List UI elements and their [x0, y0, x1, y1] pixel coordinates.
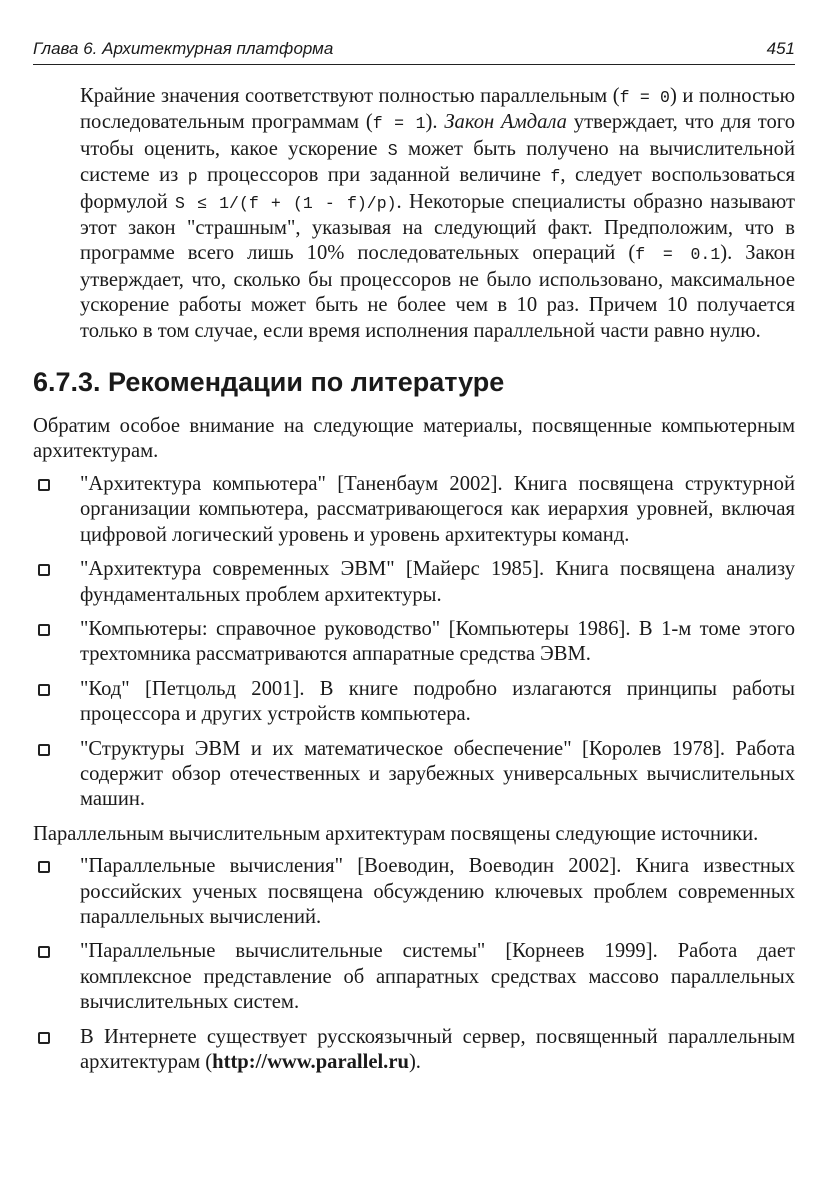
list-item-text: "Код" [Петцольд 2001]. В книге подробно излагаются принципы работы процессора и других устройств компьютера.	[80, 677, 795, 726]
checkbox-bullet-icon	[38, 946, 50, 958]
lead-paragraph-architectures: Обратим особое внимание на следующие материалы, посвященные компьютерным архитектурам.	[33, 415, 795, 463]
checkbox-bullet-icon	[38, 1032, 50, 1044]
section-heading: 6.7.3. Рекомендации по литературе	[33, 367, 505, 398]
code-run: f = 0	[619, 88, 670, 107]
list-item-text	[80, 1025, 795, 1076]
text-run: ).	[408, 1051, 421, 1073]
list-item	[33, 939, 795, 1015]
amdahl-paragraph	[33, 84, 795, 344]
code-run: f = 0.1	[635, 245, 721, 265]
list-item	[33, 472, 795, 548]
lead-paragraph-parallel: Параллельным вычислительным архитектурам посвящены следующие источники.	[33, 822, 759, 845]
text-run: В Интернете существует русскоязычный сервер, посвященный параллельным архитектурам (	[80, 1025, 795, 1073]
code-run: S	[387, 140, 398, 160]
list-item	[33, 557, 795, 608]
text-run: ). Закон утверждает, что, сколько бы процессоров не было использовано, максимальное ускорение работы может быть не более чем в 10 раз. Причем 10 получается только в том случае, если время исполнения параллельной части равно нулю.	[80, 242, 795, 342]
list-item-text: "Архитектура современных ЭВМ" [Майерс 1985]. Книга посвящена анализу фундаментальных проблем архитектуры.	[80, 558, 795, 606]
amdahl-law-term: Закон Амдала	[444, 111, 567, 134]
reference-list-architectures	[33, 472, 795, 813]
text-run: процессоров при заданной величине	[197, 164, 551, 187]
amdahl-formula: S ≤ 1/(f + (1 - f)/p)	[175, 193, 397, 213]
list-item	[33, 1025, 795, 1076]
list-item-text: "Параллельные вычисления" [Воеводин, Воеводин 2002]. Книга известных российских ученых посвящена обсуждению ключевых проблем современных параллельных вычислений.	[80, 855, 795, 928]
list-item-text: "Компьютеры: справочное руководство" [Компьютеры 1986]. В 1-м томе этого трехтомника рассматриваются аппаратные средства ЭВМ.	[80, 617, 795, 666]
code-run: f = 1	[372, 114, 426, 134]
list-item	[33, 854, 795, 930]
text-run: , следует воспользоваться формулой	[80, 164, 795, 213]
code-run: f	[550, 167, 561, 187]
checkbox-bullet-icon	[38, 624, 50, 636]
list-item-text: "Параллельные вычислительные системы" [Корнеев 1999]. Работа дает комплексное представление об аппаратных средствах массово параллельных вычислительных систем.	[80, 940, 795, 1014]
checkbox-bullet-icon	[38, 744, 50, 756]
list-item	[33, 617, 795, 668]
text-run: ) и полностью последовательным программам (	[80, 85, 796, 134]
checkbox-bullet-icon	[38, 861, 50, 873]
list-item	[33, 737, 795, 813]
code-run: p	[187, 167, 198, 187]
list-item	[33, 677, 795, 728]
checkbox-bullet-icon	[38, 564, 50, 576]
page-number: 451	[766, 39, 795, 58]
list-item-text: "Архитектура компьютера" [Таненбаум 2002]. Книга посвящена структурной организации компьютера, рассматривающегося как иерархия уровней, включая цифровой логический уровень и уровень архитектуры команд.	[80, 472, 795, 546]
reference-list-parallel	[33, 854, 795, 1075]
running-header	[33, 38, 795, 65]
page-body	[33, 84, 795, 1084]
checkbox-bullet-icon	[38, 479, 50, 491]
text-run: может быть получено на вычислительной системе из	[80, 137, 795, 187]
parallel-ru-link[interactable]: http://www.parallel.ru	[212, 1051, 409, 1073]
text-run: . Некоторые специалисты образно называют этот закон "страшным", указывая на следующий факт. Предположим, что в программе всего лишь 10% последовательных операций (	[80, 190, 795, 265]
chapter-title: Глава 6. Архитектурная платформа	[33, 39, 334, 58]
text-run: ).	[425, 111, 445, 134]
checkbox-bullet-icon	[38, 684, 50, 696]
list-item-text: "Структуры ЭВМ и их математическое обеспечение" [Королев 1978]. Работа содержит обзор отечественных и зарубежных универсальных вычислительных машин.	[80, 737, 795, 811]
text-run: Крайние значения соответствуют полностью параллельным (	[80, 85, 620, 107]
text-run: утверждает, что для того чтобы оценить, какое ускорение	[80, 111, 795, 160]
